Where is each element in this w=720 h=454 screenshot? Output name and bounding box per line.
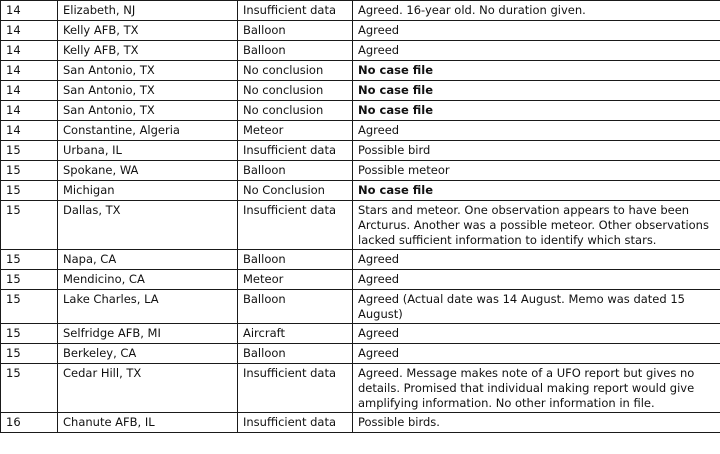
location-cell: San Antonio, TX (58, 61, 238, 81)
location-cell: Mendicino, CA (58, 270, 238, 290)
table-row (1, 324, 720, 344)
location-cell: Urbana, IL (58, 141, 238, 161)
table-row (1, 121, 720, 141)
location-cell: Selfridge AFB, MI (58, 324, 238, 344)
day-cell: 15 (1, 344, 58, 364)
location-cell: San Antonio, TX (58, 101, 238, 121)
table-row (1, 41, 720, 61)
comment-cell: Agreed (353, 344, 720, 364)
conclusion-cell: Insufficient data (238, 364, 353, 413)
comment-cell: No case file (353, 61, 720, 81)
comment-cell: Possible bird (353, 141, 720, 161)
table-row (1, 161, 720, 181)
table-row (1, 344, 720, 364)
comment-cell: Stars and meteor. One observation appears to have been Arcturus. Another was a possible meteor. Other observations lacked sufficient information to identify which stars. (353, 201, 720, 250)
location-cell: Elizabeth, NJ (58, 1, 238, 21)
comment-cell: Agreed. 16-year old. No duration given. (353, 1, 720, 21)
table-row (1, 141, 720, 161)
conclusion-cell: Aircraft (238, 324, 353, 344)
comment-cell: Agreed (353, 250, 720, 270)
location-cell: Berkeley, CA (58, 344, 238, 364)
location-cell: Chanute AFB, IL (58, 413, 238, 433)
table-row (1, 250, 720, 270)
location-cell: Constantine, Algeria (58, 121, 238, 141)
conclusion-cell: Meteor (238, 270, 353, 290)
conclusion-cell: Insufficient data (238, 1, 353, 21)
location-cell: Spokane, WA (58, 161, 238, 181)
location-cell: Kelly AFB, TX (58, 41, 238, 61)
day-cell: 15 (1, 250, 58, 270)
conclusion-cell: Balloon (238, 250, 353, 270)
day-cell: 14 (1, 121, 58, 141)
conclusion-cell: No Conclusion (238, 181, 353, 201)
location-cell: San Antonio, TX (58, 81, 238, 101)
day-cell: 14 (1, 21, 58, 41)
day-cell: 15 (1, 324, 58, 344)
conclusion-cell: Insufficient data (238, 201, 353, 250)
day-cell: 15 (1, 161, 58, 181)
day-cell: 14 (1, 41, 58, 61)
day-cell: 15 (1, 290, 58, 324)
comment-cell: Agreed (353, 121, 720, 141)
comment-cell: No case file (353, 181, 720, 201)
comment-cell: No case file (353, 101, 720, 121)
day-cell: 15 (1, 364, 58, 413)
location-cell: Cedar Hill, TX (58, 364, 238, 413)
comment-cell: Agreed (Actual date was 14 August. Memo was dated 15 August) (353, 290, 720, 324)
comment-cell: Agreed (353, 270, 720, 290)
table-row (1, 81, 720, 101)
table-row (1, 61, 720, 81)
location-cell: Michigan (58, 181, 238, 201)
table-row (1, 1, 720, 21)
location-cell: Lake Charles, LA (58, 290, 238, 324)
day-cell: 14 (1, 101, 58, 121)
conclusion-cell: No conclusion (238, 61, 353, 81)
comment-cell: Possible birds. (353, 413, 720, 433)
comment-cell: Possible meteor (353, 161, 720, 181)
table-row (1, 364, 720, 413)
conclusion-cell: Balloon (238, 41, 353, 61)
table-row (1, 290, 720, 324)
day-cell: 15 (1, 201, 58, 250)
conclusion-cell: Balloon (238, 344, 353, 364)
case-table-body (1, 1, 720, 433)
table-row (1, 413, 720, 433)
location-cell: Kelly AFB, TX (58, 21, 238, 41)
conclusion-cell: Balloon (238, 21, 353, 41)
location-cell: Dallas, TX (58, 201, 238, 250)
day-cell: 16 (1, 413, 58, 433)
table-row (1, 181, 720, 201)
table-row (1, 270, 720, 290)
conclusion-cell: Insufficient data (238, 413, 353, 433)
day-cell: 14 (1, 81, 58, 101)
table-row (1, 101, 720, 121)
conclusion-cell: Balloon (238, 161, 353, 181)
location-cell: Napa, CA (58, 250, 238, 270)
conclusion-cell: Balloon (238, 290, 353, 324)
conclusion-cell: No conclusion (238, 81, 353, 101)
day-cell: 14 (1, 1, 58, 21)
conclusion-cell: Meteor (238, 121, 353, 141)
comment-cell: Agreed (353, 324, 720, 344)
day-cell: 15 (1, 270, 58, 290)
table-row (1, 21, 720, 41)
comment-cell: Agreed. Message makes note of a UFO report but gives no details. Promised that individual making report would give amplifying information. No other information in file. (353, 364, 720, 413)
table-row (1, 201, 720, 250)
conclusion-cell: No conclusion (238, 101, 353, 121)
comment-cell: No case file (353, 81, 720, 101)
comment-cell: Agreed (353, 21, 720, 41)
conclusion-cell: Insufficient data (238, 141, 353, 161)
comment-cell: Agreed (353, 41, 720, 61)
day-cell: 15 (1, 181, 58, 201)
day-cell: 15 (1, 141, 58, 161)
day-cell: 14 (1, 61, 58, 81)
